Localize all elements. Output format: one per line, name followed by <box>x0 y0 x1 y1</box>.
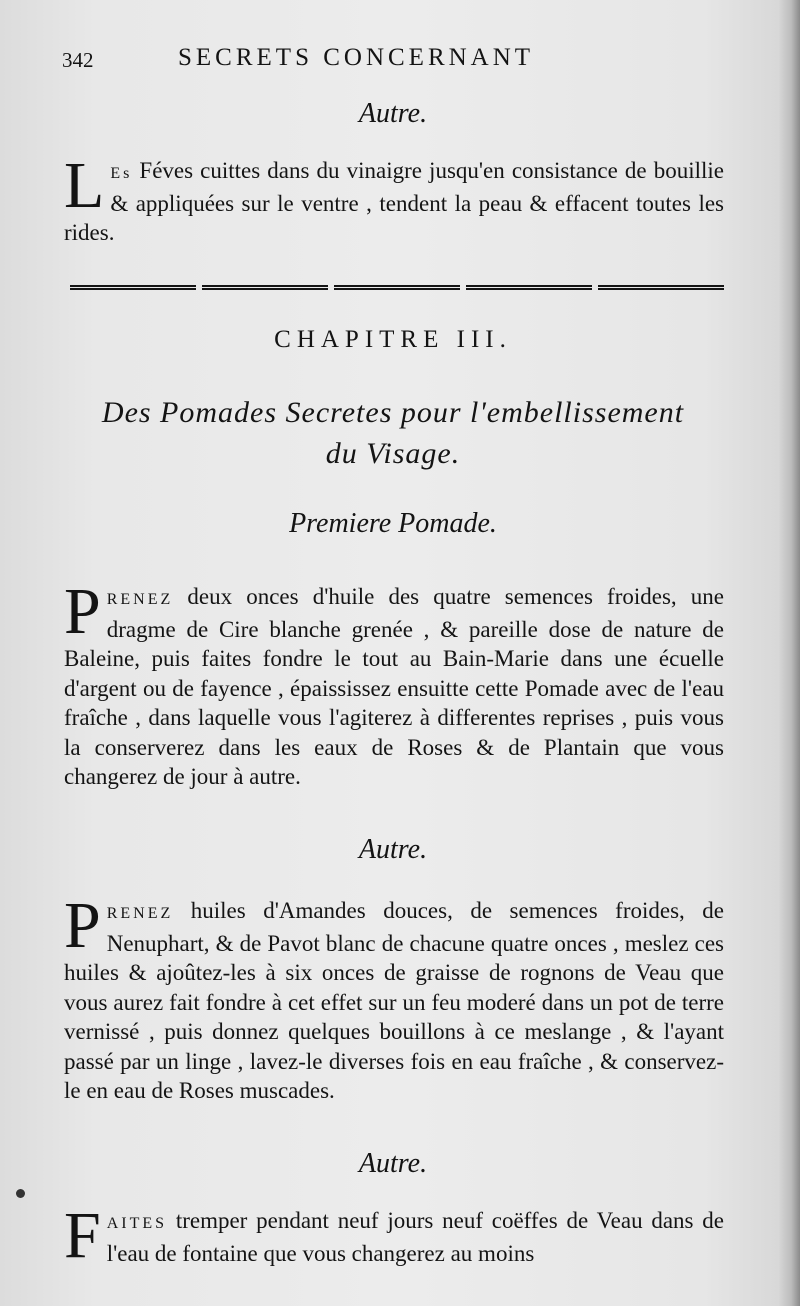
recipe-paragraph <box>64 149 724 248</box>
paragraph-text: huiles d'Amandes douces, de semences froides, de Nenuphart, & de Pavot blanc de chacune quatre onces , meslez ces huiles & ajoûtez-les à six onces de graisse de rognons de Veau que vous aurez fait fondre à cet effet sur un feu moderé dans un pot de terre vernissé , puis donnez quelques bouillons à ce meslange , & l'ayant passé par un linge , lavez-le diverses fois en eau fraîche , & conservez-le en eau de Roses muscades. <box>64 898 724 1103</box>
small-caps-lead: RENEZ <box>106 905 174 922</box>
ornamental-divider <box>70 285 724 292</box>
recipe-paragraph <box>64 889 724 1106</box>
recipe-title: Autre. <box>358 834 428 865</box>
small-caps-lead: AITES <box>106 1215 168 1232</box>
drop-cap: P <box>64 889 101 962</box>
drop-cap: P <box>64 575 101 648</box>
ink-spot <box>16 1189 25 1198</box>
chapter-heading: CHAPITRE III. <box>274 326 512 353</box>
drop-cap: L <box>64 149 105 222</box>
paragraph-text: Féves cuittes dans du vinaigre jusqu'en consistance de bouillie & appliquées sur le ventre , tendent la peau & effacent toutes les rides. <box>64 158 724 245</box>
recipe-title: Autre. <box>358 98 428 129</box>
page-edge-shadow <box>778 0 800 1306</box>
chapter-title <box>62 392 724 474</box>
recipe-title: Autre. <box>358 1148 428 1179</box>
paragraph-text: tremper pendant neuf jours neuf coëffes de Veau dans de l'eau de fontaine que vous changerez au moins <box>106 1208 724 1266</box>
running-title: SECRETS CONCERNANT <box>178 44 535 71</box>
chapter-title-line: du Visage. <box>325 437 461 470</box>
chapter-title-line: Des Pomades Secretes pour l'embellissement <box>101 396 685 429</box>
page-number: 342 <box>62 48 94 72</box>
recipe-title: Premiere Pomade. <box>289 508 497 539</box>
recipe-paragraph <box>64 575 724 792</box>
small-caps-lead: Es <box>110 165 133 182</box>
drop-cap: F <box>64 1199 101 1272</box>
recipe-paragraph <box>64 1199 724 1272</box>
paragraph-text: deux onces d'huile des quatre semences froides, une dragme de Cire blanche grenée , & pareille dose de nature de Baleine, puis faites fondre le tout au Bain-Marie dans une écuelle d'argent ou de fayence , épaississez ensuitte cette Pomade avec de l'eau fraîche , dans laquelle vous l'agiterez à differentes reprises , puis vous la conserverez dans les eaux de Roses & de Plantain que vous changerez de jour à autre. <box>64 584 724 789</box>
page-header <box>62 44 724 76</box>
small-caps-lead: RENEZ <box>106 591 174 608</box>
